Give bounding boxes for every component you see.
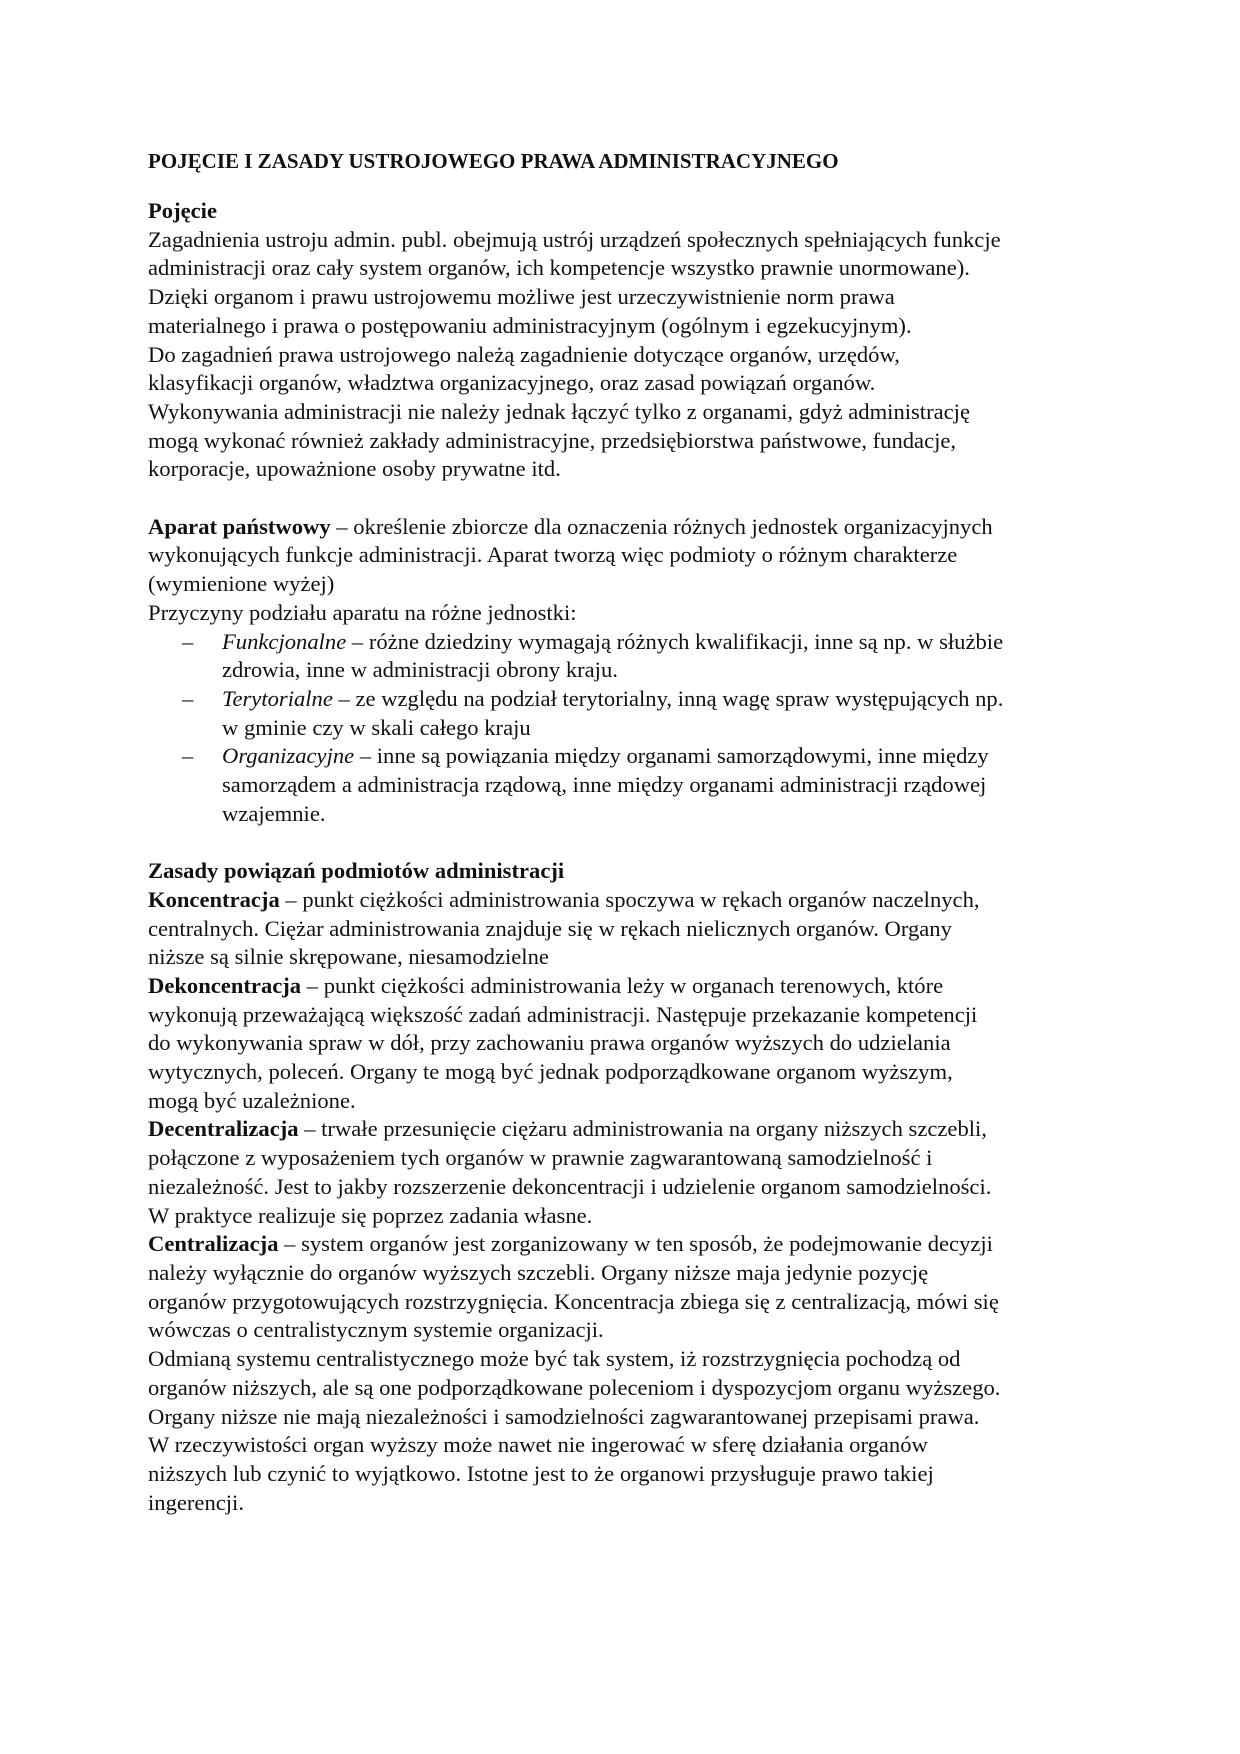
text-line: materialnego i prawa o postępowaniu administracyjnym (ogólnym i egzekucyjnym). (148, 312, 912, 338)
spacer (148, 484, 1140, 513)
text-line: klasyfikacji organów, władztwa organizacyjnego, oraz zasad powiązań organów. (148, 370, 876, 396)
text-line (148, 886, 1140, 915)
text-line: wykonujących funkcje administracji. Aparat tworzą więc podmioty o różnym charakterze (148, 542, 958, 568)
causes-list (148, 628, 1140, 829)
text-line: Przyczyny podziału aparatu na różne jednostki: (148, 599, 577, 625)
text-line (148, 1230, 1140, 1259)
text-line: (wymienione wyżej) (148, 571, 335, 597)
text-line: Odmianą systemu centralistycznego może być tak system, iż rozstrzygnięcia pochodzą od (148, 1346, 961, 1372)
text-line: należy wyłącznie do organów wyższych szczebli. Organy niższe maja jedynie pozycję (148, 1259, 929, 1285)
text-line: administracji oraz cały system organów, ich kompetencje wszystko prawnie unormowane). (148, 255, 970, 281)
text-line (148, 972, 1140, 1001)
term-terytorialne: Terytorialne (222, 685, 333, 711)
text-line: samorządem a administracja rządową, inne między organami administracji rządowej (222, 772, 987, 798)
text-line: niższe są silnie skrępowane, niesamodzielne (148, 944, 549, 970)
term-funkcjonalne: Funkcjonalne (222, 628, 347, 654)
spacer (148, 828, 1140, 857)
text-line: organów przygotowujących rozstrzygnięcia. Koncentracja zbiega się z centralizacją, mówi się (148, 1288, 999, 1314)
text-line: Dzięki organom i prawu ustrojowemu możliwe jest urzeczywistnienie norm prawa (148, 284, 895, 310)
section-heading-pojecie: Pojęcie (148, 198, 217, 223)
text-line (222, 685, 1140, 714)
text-line: do wykonywania spraw w dół, przy zachowaniu prawa organów wyższych do udzielania (148, 1030, 951, 1056)
definition-text: – punkt ciężkości administrowania spoczywa w rękach organów naczelnych, (279, 886, 980, 912)
list-item-text: – ze względu na podział terytorialny, inną wagę spraw występujących np. (332, 685, 1004, 711)
document-title: POJĘCIE I ZASADY USTROJOWEGO PRAWA ADMINISTRACYJNEGO (148, 149, 839, 173)
paragraph-pojecie (148, 226, 1140, 484)
term-dekoncentracja: Dekoncentracja (148, 972, 302, 998)
paragraph-centralizacja (148, 1230, 1140, 1517)
text-line: wytycznych, poleceń. Organy te mogą być jednak podporządkowane organom wyższym, (148, 1059, 953, 1085)
text-line: organów niższych, ale są one podporządkowane poleceniom i dyspozycjom organu wyższego. (148, 1374, 1001, 1400)
text-line: wzajemnie. (222, 800, 326, 826)
definition-text: – trwałe przesunięcie ciężaru administrowania na organy niższych szczebli, (298, 1116, 987, 1142)
dash-bullet: – (182, 628, 194, 654)
term-centralizacja: Centralizacja (148, 1231, 279, 1257)
text-line (222, 628, 1140, 657)
text-line: niezależność. Jest to jakby rozszerzenie dekoncentracji i udzielenie organom samodzielności. (148, 1173, 992, 1199)
text-line: centralnych. Ciężar administrowania znajduje się w rękach nielicznych organów. Organy (148, 915, 952, 941)
list-item-text: – inne są powiązania między organami samorządowymi, inne między (354, 743, 989, 769)
text-line: mogą być uzależnione. (148, 1087, 356, 1113)
text-line: w gminie czy w skali całego kraju (222, 714, 531, 740)
text-line: Wykonywania administracji nie należy jednak łączyć tylko z organami, gdyż administrację (148, 398, 970, 424)
text-line: korporacje, upoważnione osoby prywatne itd. (148, 456, 561, 482)
list-item-text: – różne dziedziny wymagają różnych kwalifikacji, inne są np. w służbie (346, 628, 1004, 654)
term-koncentracja: Koncentracja (148, 886, 280, 912)
text-line: wówczas o centralistycznym systemie organizacji. (148, 1317, 604, 1343)
text-line: Zagadnienia ustroju admin. publ. obejmują ustrój urządzeń społecznych spełniających funkcje (148, 226, 1001, 252)
text-line (148, 1115, 1140, 1144)
definition-text: – określenie zbiorcze dla oznaczenia różnych jednostek organizacyjnych (330, 513, 993, 539)
term-decentralizacja: Decentralizacja (148, 1116, 299, 1142)
text-line: niższych lub czynić to wyjątkowo. Istotne jest to że organowi przysługuje prawo takiej (148, 1460, 934, 1486)
paragraph-koncentracja (148, 886, 1140, 972)
list-item (148, 742, 1140, 828)
definition-text: – punkt ciężkości administrowania leży w organach terenowych, które (301, 972, 944, 998)
dash-bullet: – (182, 685, 194, 711)
text-line: W praktyce realizuje się poprzez zadania własne. (148, 1202, 593, 1228)
paragraph-decentralizacja (148, 1115, 1140, 1230)
text-line: wykonują przeważającą większość zadań administracji. Następuje przekazanie kompetencji (148, 1001, 978, 1027)
text-line: Organy niższe nie mają niezależności i samodzielności zagwarantowanej przepisami prawa. (148, 1403, 980, 1429)
text-line: zdrowia, inne w administracji obrony kraju. (222, 657, 618, 683)
text-line: połączone z wyposażeniem tych organów w prawnie zagwarantowaną samodzielność i (148, 1145, 933, 1171)
section-heading-zasady: Zasady powiązań podmiotów administracji (148, 858, 565, 884)
list-item (148, 628, 1140, 685)
text-line (148, 513, 1140, 542)
text-line: Do zagadnień prawa ustrojowego należą zagadnienie dotyczące organów, urzędów, (148, 341, 900, 367)
definition-text: – system organów jest zorganizowany w ten sposób, że podejmowanie decyzji (278, 1231, 993, 1257)
dash-bullet: – (182, 743, 194, 769)
text-line: W rzeczywistości organ wyższy może nawet nie ingerować w sferę działania organów (148, 1432, 928, 1458)
list-item (148, 685, 1140, 742)
paragraph-dekoncentracja (148, 972, 1140, 1116)
text-line: ingerencji. (148, 1489, 244, 1515)
text-line: mogą wykonać również zakłady administracyjne, przedsiębiorstwa państwowe, fundacje, (148, 427, 957, 453)
term-organizacyjne: Organizacyjne (222, 743, 355, 769)
text-line (222, 742, 1140, 771)
term-aparat-panstwowy: Aparat państwowy (148, 513, 331, 539)
paragraph-aparat-panstwowy (148, 513, 1140, 628)
